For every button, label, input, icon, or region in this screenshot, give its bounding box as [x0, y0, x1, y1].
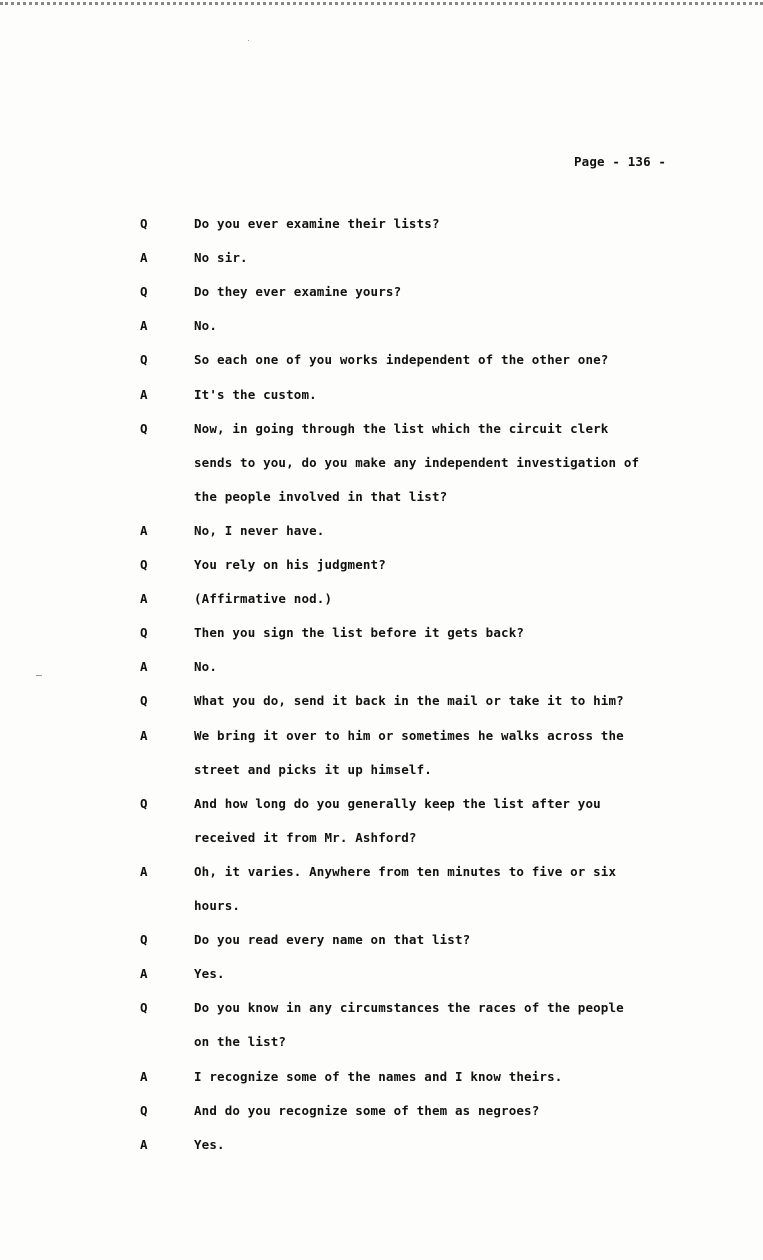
question-text-line: And do you recognize some of them as negroes?: [194, 1102, 540, 1118]
question-text-line: sends to you, do you make any independent investigation of: [194, 454, 640, 470]
question-text-line: Do you know in any circumstances the races of the people: [194, 1000, 624, 1016]
scan-speck: [248, 40, 249, 41]
answer-marker: A: [140, 1068, 148, 1084]
answer-text-line: Oh, it varies. Anywhere from ten minutes to five or six: [194, 863, 617, 879]
answer-text-line: We bring it over to him or sometimes he walks across the: [194, 727, 624, 743]
answer-marker: A: [140, 318, 148, 334]
question-text-line: What you do, send it back in the mail or take it to him?: [194, 693, 624, 709]
question-marker: Q: [140, 1000, 148, 1016]
question-marker: Q: [140, 216, 148, 231]
question-text-line: Now, in going through the list which the circuit clerk: [194, 420, 609, 436]
answer-marker: A: [140, 522, 148, 538]
question-marker: Q: [140, 557, 148, 572]
question-text-line: You rely on his judgment?: [194, 557, 386, 572]
scan-speck: [36, 675, 42, 676]
answer-marker: A: [140, 863, 148, 879]
question-text-line: the people involved in that list?: [194, 488, 448, 504]
answer-marker: A: [140, 727, 148, 743]
question-marker: Q: [140, 284, 148, 300]
question-marker: Q: [140, 352, 148, 368]
scan-top-border: [0, 2, 763, 5]
answer-text-line: Yes.: [194, 966, 225, 982]
page-number: Page - 136 -: [574, 154, 667, 169]
answer-text-line: No sir.: [194, 250, 248, 266]
answer-marker: A: [140, 591, 148, 607]
question-marker: Q: [140, 1102, 148, 1118]
question-text-line: Do you ever examine their lists?: [194, 216, 440, 231]
answer-marker: A: [140, 659, 148, 675]
answer-text-line: No.: [194, 318, 218, 334]
answer-marker: A: [140, 386, 148, 402]
question-text-line: on the list?: [194, 1034, 287, 1050]
question-marker: Q: [140, 795, 148, 811]
answer-text-line: No, I never have.: [194, 522, 325, 538]
question-marker: Q: [140, 625, 148, 641]
question-text-line: received it from Mr. Ashford?: [194, 829, 417, 845]
question-marker: Q: [140, 420, 148, 436]
question-text-line: Do they ever examine yours?: [194, 284, 402, 300]
answer-text-line: Yes.: [194, 1136, 225, 1152]
question-text-line: And how long do you generally keep the list after you: [194, 795, 601, 811]
question-text-line: Do you read every name on that list?: [194, 932, 471, 948]
answer-marker: A: [140, 966, 148, 982]
question-marker: Q: [140, 932, 148, 948]
question-text-line: Then you sign the list before it gets back?: [194, 625, 525, 641]
answer-text-line: No.: [194, 659, 218, 675]
answer-text-line: hours.: [194, 898, 241, 913]
question-text-line: So each one of you works independent of the other one?: [194, 352, 609, 368]
answer-text-line: street and picks it up himself.: [194, 761, 432, 777]
answer-text-line: I recognize some of the names and I know theirs.: [194, 1068, 563, 1084]
answer-text-line: (Affirmative nod.): [194, 591, 333, 607]
answer-text-line: It's the custom.: [194, 386, 317, 402]
question-marker: Q: [140, 693, 148, 709]
answer-marker: A: [140, 250, 148, 266]
answer-marker: A: [140, 1136, 148, 1152]
